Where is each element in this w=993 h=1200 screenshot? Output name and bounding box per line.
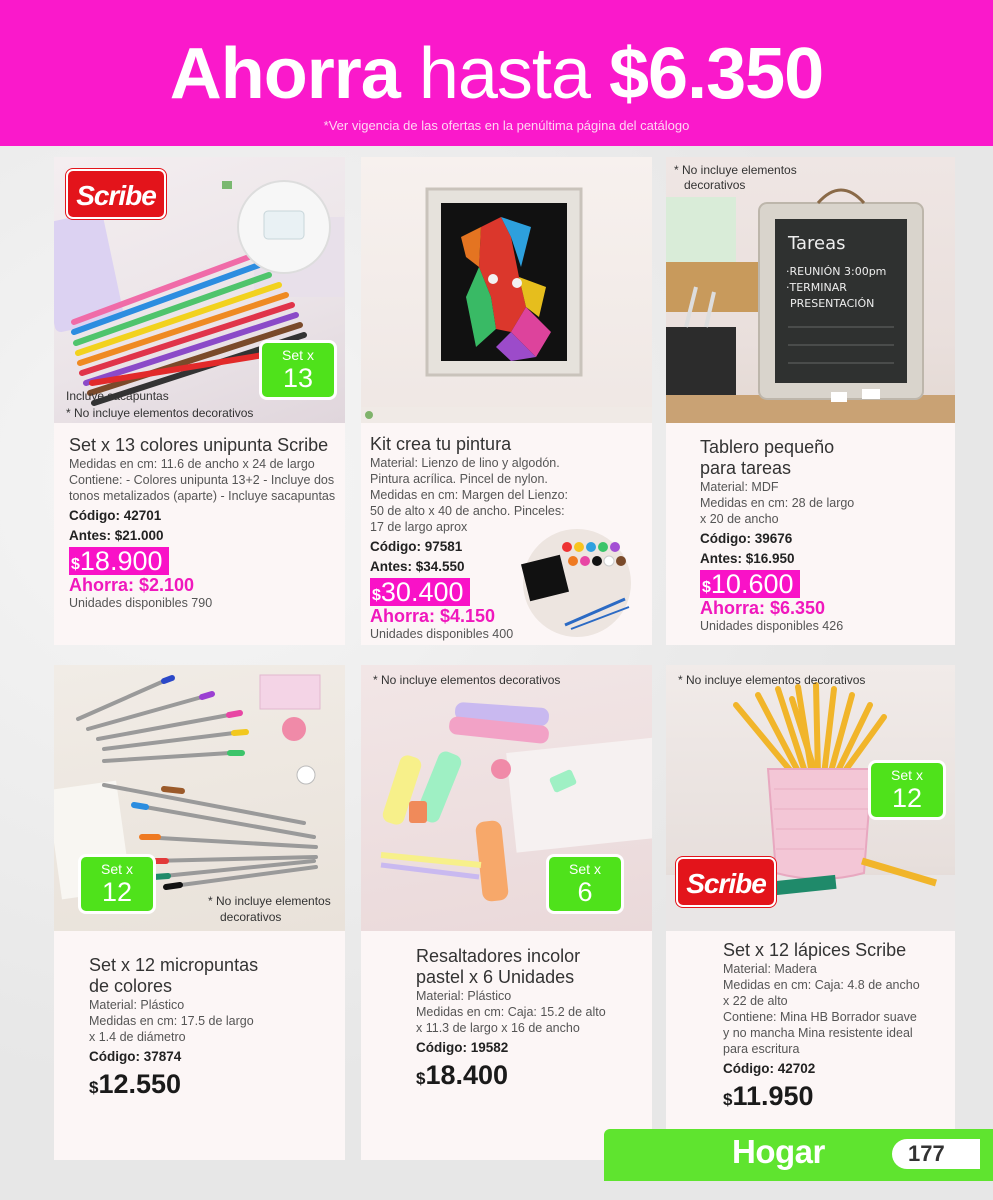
product-info (54, 931, 345, 1160)
board-text: ·REUNIÓN 3:00pm (786, 265, 887, 278)
scribe-logo: Scribe (66, 169, 166, 219)
badge-set-label: Set x (282, 347, 314, 363)
badge-set-label: Set x (101, 861, 133, 877)
product-desc-line: Medidas en cm: 17.5 de largo (89, 1014, 254, 1028)
paint-kit-thumbnail (515, 529, 639, 637)
price-before: Antes: $34.550 (370, 559, 465, 574)
offer-price (370, 578, 470, 606)
savings: Ahorra: $4.150 (370, 606, 496, 626)
product-desc-line: x 20 de ancho (700, 512, 779, 526)
set-badge (78, 854, 156, 914)
price-value: 11.950 (732, 1081, 814, 1111)
price-value: 10.600 (710, 569, 794, 599)
badge-set-label: Set x (891, 767, 923, 783)
headline-amount: $6.350 (609, 34, 824, 114)
image-note: decorativos (684, 178, 746, 192)
currency-symbol: $ (416, 1069, 426, 1088)
product-card-pintura[interactable] (361, 157, 652, 645)
offer-price (700, 570, 800, 598)
product-title: Set x 13 colores unipunta Scribe (69, 435, 329, 455)
headline (0, 34, 993, 114)
product-info (54, 423, 345, 645)
product-desc-line: x 11.3 de largo x 16 de ancho (416, 1021, 580, 1035)
product-desc-line: Material: Lienzo de lino y algodón. (370, 456, 560, 470)
chalkboard-illustration (666, 157, 955, 423)
product-desc-line: para escritura (723, 1042, 800, 1056)
price-value: 18.900 (79, 546, 163, 576)
product-image (666, 665, 955, 931)
image-note: * No incluye elementos (674, 163, 797, 177)
headline-light: hasta (418, 34, 590, 114)
savings: Ahorra: $2.100 (69, 575, 195, 595)
price-before: Antes: $21.000 (69, 528, 164, 543)
product-title: Set x 12 lápices Scribe (723, 940, 907, 960)
product-desc-line: tonos metalizados (aparte) - Incluye sacapuntas (69, 489, 336, 503)
product-image (54, 665, 345, 931)
set-badge (259, 340, 337, 400)
product-image (361, 157, 652, 423)
product-card-resaltadores[interactable] (361, 665, 652, 1160)
badge-set-number: 12 (101, 877, 133, 907)
image-note: decorativos (220, 910, 282, 924)
product-info (361, 423, 652, 645)
headline-bold: Ahorra (169, 34, 400, 114)
product-code: Código: 37874 (89, 1049, 182, 1064)
product-desc-line: Material: MDF (700, 480, 779, 494)
price-value: 18.400 (425, 1060, 509, 1090)
offer-price (89, 1068, 339, 1100)
currency-symbol: $ (702, 579, 711, 596)
page-number: 177 (892, 1139, 980, 1169)
offer-price (69, 547, 169, 575)
product-desc-line: 50 de alto x 40 de ancho. Pinceles: (370, 504, 565, 518)
product-card-colores[interactable] (54, 157, 345, 645)
offer-price (416, 1059, 651, 1091)
product-desc-line: Material: Plástico (89, 998, 185, 1012)
product-desc-line: Medidas en cm: Caja: 15.2 de alto (416, 1005, 606, 1019)
product-image (666, 157, 955, 423)
badge-set-number: 13 (282, 363, 314, 393)
scribe-logo: Scribe (676, 857, 776, 907)
currency-symbol: $ (372, 587, 381, 604)
image-note: * No incluye elementos decorativos (678, 673, 866, 687)
product-desc-line: Medidas en cm: Caja: 4.8 de ancho (723, 978, 920, 992)
product-title-line: Resaltadores incolor (416, 946, 581, 966)
stock: Unidades disponibles 426 (700, 619, 844, 633)
product-image (361, 665, 652, 931)
badge-set-number: 6 (577, 877, 593, 907)
product-desc-line: Material: Plástico (416, 989, 512, 1003)
product-desc-line: Material: Madera (723, 962, 817, 976)
currency-symbol: $ (723, 1090, 733, 1109)
product-title-line: para tareas (700, 458, 792, 478)
product-title-line: de colores (89, 976, 173, 996)
product-desc-line: Pintura acrílica. Pincel de nylon. (370, 472, 548, 486)
product-code: Código: 19582 (416, 1040, 509, 1055)
product-desc-line: 17 de largo aprox (370, 520, 468, 534)
stock: Unidades disponibles 400 (370, 627, 514, 641)
currency-symbol: $ (89, 1078, 99, 1097)
price-before: Antes: $16.950 (700, 551, 795, 566)
product-info (361, 931, 652, 1160)
product-desc-line: Medidas en cm: 11.6 de ancho x 24 de largo (69, 457, 315, 471)
product-desc-line: x 1.4 de diámetro (89, 1030, 186, 1044)
product-card-tablero[interactable] (666, 157, 955, 645)
image-note: Incluye sacapuntas (66, 389, 169, 403)
badge-set-label: Set x (569, 861, 601, 877)
product-card-micropuntas[interactable] (54, 665, 345, 1160)
product-desc-line: Contiene: - Colores unipunta 13+2 - Incluye dos (69, 473, 335, 487)
set-badge (546, 854, 624, 914)
offer-price (723, 1080, 953, 1112)
product-info (666, 931, 955, 1135)
category-footer (604, 1129, 993, 1181)
product-desc-line: Contiene: Mina HB Borrador suave (723, 1010, 917, 1024)
product-title-line: Set x 12 micropuntas (89, 955, 259, 975)
product-desc-line: Medidas en cm: Margen del Lienzo: (370, 488, 569, 502)
product-desc-line: y no mancha Mina resistente ideal (723, 1026, 913, 1040)
product-desc-line: x 22 de alto (723, 994, 788, 1008)
product-desc-line: Medidas en cm: 28 de largo (700, 496, 855, 510)
product-card-lapices[interactable] (666, 665, 955, 1135)
set-badge (868, 760, 946, 820)
image-note: * No incluye elementos (208, 894, 331, 908)
image-note: * No incluye elementos decorativos (66, 406, 254, 420)
product-code: Código: 97581 (370, 539, 463, 554)
category-label: Hogar (732, 1133, 825, 1170)
board-text: ·TERMINAR (786, 281, 847, 294)
product-info (666, 423, 955, 645)
product-title: Kit crea tu pintura (370, 434, 512, 454)
price-value: 12.550 (98, 1069, 182, 1099)
disclaimer: *Ver vigencia de las ofertas en la penúltima página del catálogo (323, 118, 690, 133)
board-text: Tareas (788, 233, 846, 254)
giraffe-painting-illustration (361, 157, 652, 423)
product-title-line: pastel x 6 Unidades (416, 967, 575, 987)
badge-set-number: 12 (891, 783, 923, 813)
image-note: * No incluye elementos decorativos (373, 673, 561, 687)
price-value: 30.400 (380, 577, 464, 607)
board-text: PRESENTACIÓN (790, 297, 875, 310)
product-code: Código: 42702 (723, 1061, 816, 1076)
product-title-line: Tablero pequeño (700, 437, 835, 457)
currency-symbol: $ (71, 556, 80, 573)
product-code: Código: 42701 (69, 508, 162, 523)
promo-header (0, 0, 993, 146)
product-code: Código: 39676 (700, 531, 793, 546)
stock: Unidades disponibles 790 (69, 596, 213, 610)
product-image (54, 157, 345, 423)
savings: Ahorra: $6.350 (700, 598, 826, 618)
